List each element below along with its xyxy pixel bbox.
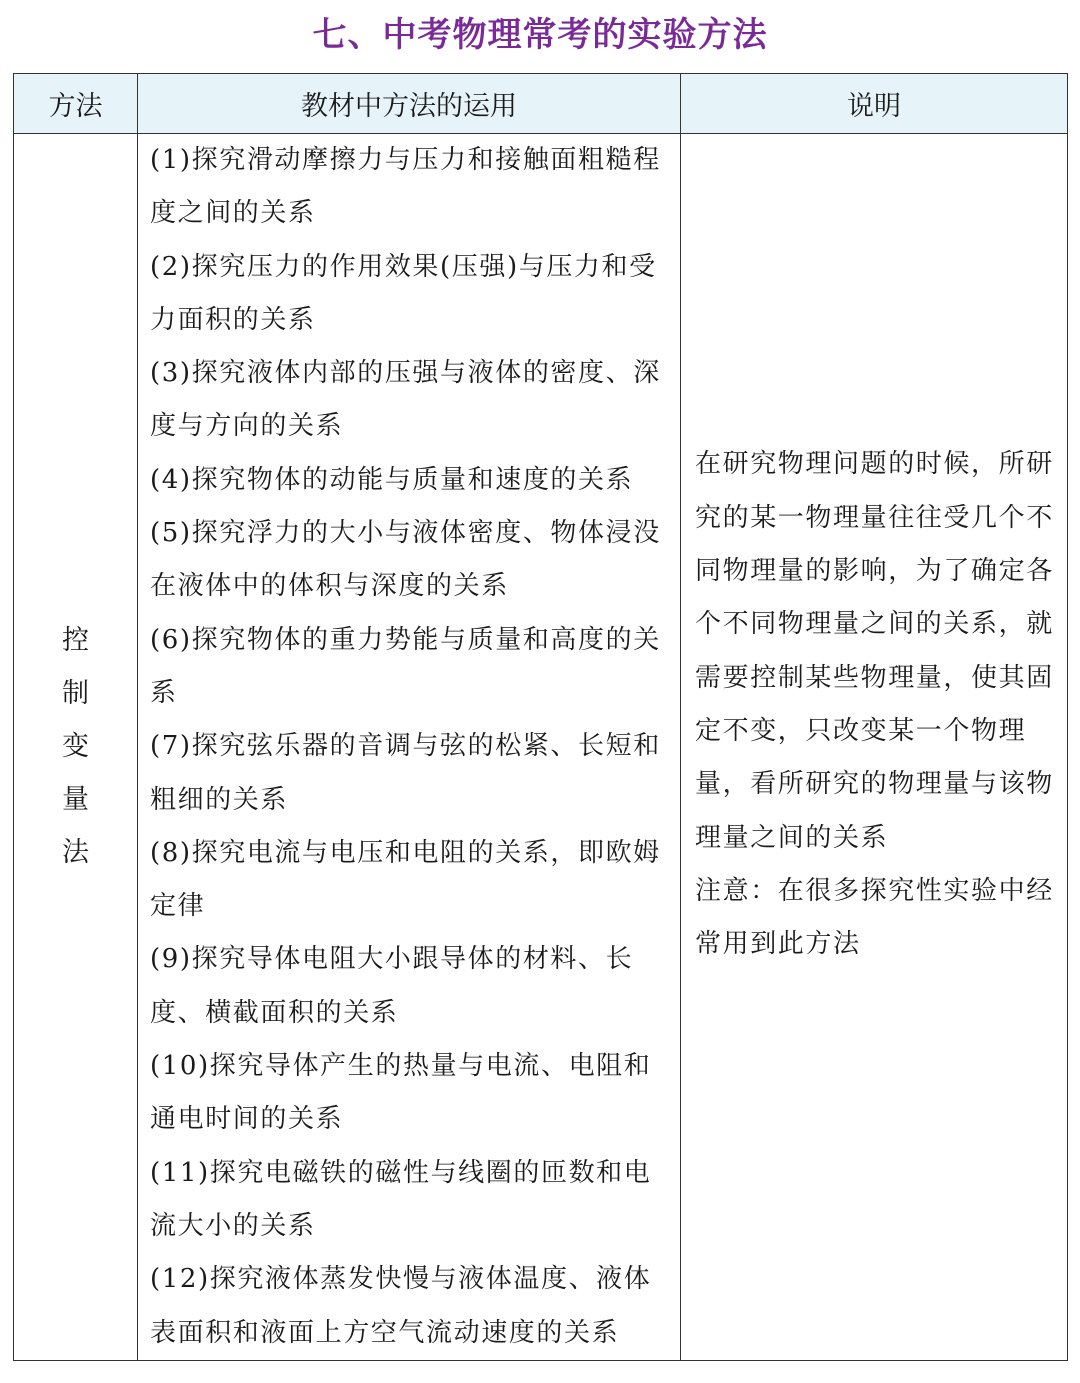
- methods-table: [13, 73, 1068, 1361]
- method-char: 量: [62, 784, 89, 816]
- header-method: 方法: [14, 74, 138, 134]
- use-item: (9)探究导体电阻大小跟导体的材料、长度、横截面积的关系: [150, 944, 634, 1028]
- method-char: 制: [62, 678, 89, 710]
- method-char: 法: [62, 837, 89, 869]
- use-item: (3)探究液体内部的压强与液体的密度、深度与方向的关系: [150, 358, 661, 442]
- method-char: 控: [62, 625, 89, 657]
- use-item: (7)探究弦乐器的音调与弦的松紧、长短和粗细的关系: [150, 731, 661, 815]
- note-text: 注意：在很多探究性实验中经常用到此方法: [695, 875, 1054, 960]
- description-text: 在研究物理问题的时候，所研究的某一物理量往往受几个不同物理量的影响，为了确定各个不同物理量之间的关系，就需要控制某些物理量，使其固定不变，只改变某一个物理量，看所研究的物理量与该物理量之间的关系: [695, 449, 1054, 853]
- page-title: 七、中考物理常考的实验方法: [312, 15, 768, 55]
- use-item: (11)探究电磁铁的磁性与线圈的匝数和电流大小的关系: [150, 1157, 652, 1241]
- table-header-row: [14, 74, 1068, 134]
- method-cell: [14, 134, 138, 1361]
- use-item: (1)探究滑动摩擦力与压力和接触面粗糙程度之间的关系: [150, 145, 661, 229]
- use-item: (5)探究浮力的大小与液体密度、物体浸没在液体中的体积与深度的关系: [150, 518, 661, 602]
- use-item: (12)探究液体蒸发快慢与液体温度、液体表面积和液面上方空气流动速度的关系: [150, 1264, 652, 1348]
- header-description: 说明: [681, 74, 1068, 134]
- use-item: (6)探究物体的重力势能与质量和高度的关系: [150, 624, 661, 708]
- use-item: (10)探究导体产生的热量与电流、电阻和通电时间的关系: [150, 1051, 652, 1135]
- use-item: (8)探究电流与电压和电阻的关系，即欧姆定律: [150, 837, 661, 922]
- method-char: 变: [62, 731, 89, 763]
- use-item: (2)探究压力的作用效果(压强)与压力和受力面积的关系: [150, 251, 657, 335]
- uses-cell: [138, 134, 681, 1361]
- table-row: [14, 134, 1068, 1361]
- header-uses: 教材中方法的运用: [138, 74, 681, 134]
- use-item: (4)探究物体的动能与质量和速度的关系: [150, 464, 634, 495]
- description-cell: [681, 134, 1068, 1361]
